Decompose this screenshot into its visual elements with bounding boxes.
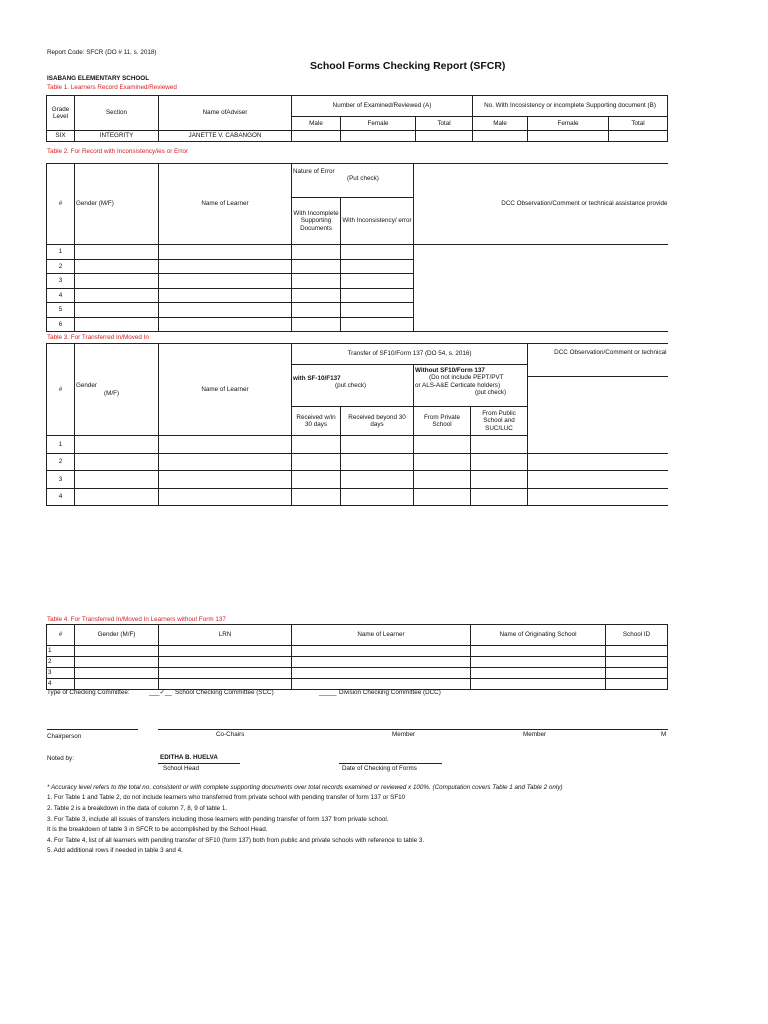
cell[interactable] <box>75 679 159 690</box>
cell[interactable] <box>75 668 159 679</box>
cell[interactable] <box>473 131 528 142</box>
cell[interactable] <box>292 259 341 274</box>
number-header: # <box>47 625 75 646</box>
cell[interactable] <box>606 679 668 690</box>
cell[interactable] <box>471 679 606 690</box>
signature-line <box>158 729 668 730</box>
cell[interactable] <box>292 303 341 318</box>
table2-caption: Table 2. For Record with Inconsistency/ies or Error <box>47 148 189 155</box>
cell[interactable] <box>606 646 668 657</box>
cell[interactable] <box>159 488 292 506</box>
cell[interactable] <box>159 259 292 274</box>
cell[interactable] <box>471 453 528 471</box>
cell[interactable] <box>292 436 341 454</box>
cell[interactable] <box>159 303 292 318</box>
signature-line <box>47 729 138 730</box>
note: 3. For Table 3, include all issues of transfers including those learners with pending transfer of form 137 from private school. <box>47 816 389 823</box>
cell[interactable] <box>75 274 159 289</box>
table-row <box>47 131 668 142</box>
grade-level-header: Grade Level <box>47 96 75 131</box>
dcc-cell[interactable] <box>528 471 668 489</box>
grade-cell[interactable]: SIX <box>47 131 75 142</box>
cell[interactable] <box>75 646 159 657</box>
cell[interactable] <box>341 131 416 142</box>
row-number: 4 <box>47 288 75 303</box>
school-head-name: EDITHA B. HUELVA <box>160 754 218 761</box>
cochairs-label: Co-Chairs <box>216 731 245 738</box>
note: 5. Add additional rows if needed in table 3 and 4. <box>47 847 183 854</box>
table-row <box>47 646 668 657</box>
date-line <box>339 763 442 764</box>
cell[interactable] <box>471 488 528 506</box>
accuracy-note: * Accuracy level refers to the total no. consistent or with complete supporting documents over total records examined or reviewed x 100%. (Computation covers Table 1 and Table 2 only) <box>47 784 563 791</box>
cell[interactable] <box>341 245 414 260</box>
cell[interactable] <box>471 646 606 657</box>
dcc-cell[interactable] <box>528 488 668 506</box>
cell[interactable] <box>159 436 292 454</box>
cell[interactable] <box>75 303 159 318</box>
cell[interactable] <box>75 657 159 668</box>
table-row <box>47 488 668 506</box>
cell[interactable] <box>159 646 292 657</box>
noted-by-label: Noted by: <box>47 755 74 762</box>
learner-header: Name of Learner <box>159 344 292 436</box>
row-number: 3 <box>47 668 75 679</box>
row-number: 5 <box>47 303 75 318</box>
inconsistency-header: No. With Incosistency or incomplete Supporting document (B) <box>473 96 668 117</box>
cell[interactable] <box>341 303 414 318</box>
cell[interactable] <box>292 288 341 303</box>
section-header: Section <box>75 96 159 131</box>
table4-caption: Table 4. For Transferred In/Moved In Learners without Form 137 <box>47 616 226 623</box>
committee-label: Type of Checking Committee: <box>47 689 130 696</box>
cell[interactable] <box>414 488 471 506</box>
number-header: # <box>47 164 75 245</box>
cell[interactable] <box>159 471 292 489</box>
row-number: 4 <box>47 679 75 690</box>
table-row <box>47 679 668 690</box>
dcc-header: DCC Observation/Comment or technical <box>528 344 668 454</box>
male-header: Male <box>473 117 528 131</box>
cell[interactable] <box>159 317 292 332</box>
cell[interactable] <box>292 317 341 332</box>
gender-header: Gender (M/F) <box>75 164 159 245</box>
chairperson-label: Chairperson <box>47 733 82 740</box>
cell[interactable] <box>292 245 341 260</box>
with-sf10-header: with SF-10/F137 (put check) <box>292 365 414 407</box>
cell[interactable] <box>292 646 471 657</box>
cell[interactable] <box>471 471 528 489</box>
cell[interactable] <box>159 274 292 289</box>
cell[interactable] <box>159 288 292 303</box>
report-code: Report Code: SFCR (DO # 11, s. 2018) <box>47 49 157 56</box>
male-header: Male <box>292 117 341 131</box>
dcc-label: Division Checking Committee (DCC) <box>339 689 441 696</box>
row-number: 2 <box>47 657 75 668</box>
cell[interactable] <box>341 288 414 303</box>
adviser-header: Name ofAdviser <box>159 96 292 131</box>
row-number: 2 <box>47 259 75 274</box>
cell[interactable] <box>471 668 606 679</box>
female-header: Female <box>341 117 416 131</box>
cell[interactable] <box>75 259 159 274</box>
cell[interactable] <box>292 488 341 506</box>
cell[interactable] <box>341 436 414 454</box>
dcc-checkbox[interactable]: _____ <box>319 689 337 696</box>
row-number: 3 <box>47 471 75 489</box>
beyond30-header: Received beyond 30 days <box>341 407 414 436</box>
cell[interactable] <box>609 131 668 142</box>
transfer-header: Transfer of SF10/Form 137 (DO 54, s. 2016) <box>292 344 528 365</box>
table1-caption: Table 1. Learners Record Examined/Reviewed <box>47 84 177 91</box>
cell[interactable] <box>471 436 528 454</box>
cell[interactable] <box>416 131 473 142</box>
school-head-title: School Head <box>163 765 200 772</box>
without-sf10-header: Without SF10/Form 137 (Do not include PEPT/PVT or ALS-A&E Certicate holders) (put check) <box>414 365 528 407</box>
cell[interactable] <box>292 453 341 471</box>
learner-header: Name of Learner <box>292 625 471 646</box>
note: 2. Table 2 is a breakdown in the data of column 7, 8, 9 of table 1. <box>47 805 228 812</box>
female-header: Female <box>528 117 609 131</box>
table1 <box>46 95 668 142</box>
cell[interactable] <box>75 436 159 454</box>
cell[interactable] <box>292 471 341 489</box>
cell[interactable] <box>159 668 292 679</box>
nature-header: Nature of Error (Put check) <box>292 164 414 198</box>
cell[interactable] <box>292 131 341 142</box>
origin-header: Name of Originating School <box>471 625 606 646</box>
learner-header: Name of Learner <box>159 164 292 245</box>
school-id-header: School ID <box>606 625 668 646</box>
cell[interactable] <box>159 679 292 690</box>
gender-header: Gender (M/F) <box>75 344 159 436</box>
member-label: Member <box>392 731 416 738</box>
cell[interactable] <box>471 657 606 668</box>
cell[interactable] <box>414 436 471 454</box>
dcc-cell[interactable] <box>414 245 668 332</box>
member-label: M <box>661 731 667 738</box>
cell[interactable] <box>292 657 471 668</box>
note: 4. For Table 4, list of all learners with pending transfer of SF10 (form 137) both from public and private schools with reference to table 3. <box>47 837 425 844</box>
signature-line <box>158 763 240 764</box>
total-header: Total <box>609 117 668 131</box>
scc-checkbox[interactable]: ___✓__ <box>149 689 172 696</box>
date-label: Date of Checking of Forms <box>342 765 417 772</box>
note: 1. For Table 1 and Table 2, do not include learners who transferred from private school with pending transfer of form 137 or SF10 <box>47 794 406 801</box>
note: It is the breakdown of table 3 in SFCR to be accomplished by the School Head. <box>47 826 268 833</box>
row-number: 1 <box>47 436 75 454</box>
cell[interactable] <box>75 453 159 471</box>
public-header: From Public School and SUC/LUC <box>471 407 528 436</box>
cell[interactable] <box>606 657 668 668</box>
member-label: Member <box>523 731 547 738</box>
cell[interactable] <box>75 471 159 489</box>
table2 <box>46 163 668 332</box>
cell[interactable] <box>528 131 609 142</box>
section-cell[interactable]: INTEGRITY <box>75 131 159 142</box>
table-row <box>47 471 668 489</box>
cell[interactable] <box>159 453 292 471</box>
cell[interactable] <box>292 679 471 690</box>
table-row <box>47 668 668 679</box>
cell[interactable] <box>606 668 668 679</box>
cell[interactable] <box>159 657 292 668</box>
page-title: School Forms Checking Report (SFCR) <box>310 60 506 72</box>
cell[interactable] <box>292 668 471 679</box>
cell[interactable] <box>75 488 159 506</box>
number-header: # <box>47 344 75 436</box>
cell[interactable] <box>341 317 414 332</box>
cell[interactable] <box>341 259 414 274</box>
row-number: 3 <box>47 274 75 289</box>
cell[interactable] <box>75 245 159 260</box>
examined-header: Number of Examined/Reviewed (A) <box>292 96 473 117</box>
inconsistency-header: With Inconsistency/ error <box>341 198 414 245</box>
row-number: 6 <box>47 317 75 332</box>
table-row <box>47 657 668 668</box>
gender-header: Gender (M/F) <box>75 625 159 646</box>
row-number: 4 <box>47 488 75 506</box>
dcc-header: DCC Observation/Comment or technical assistance provide <box>414 164 668 245</box>
cell[interactable] <box>414 453 471 471</box>
row-number: 1 <box>47 646 75 657</box>
scc-label: School Checking Committee (SCC) <box>175 689 274 696</box>
lrn-header: LRN <box>159 625 292 646</box>
table-row <box>47 245 668 260</box>
row-number: 2 <box>47 453 75 471</box>
cell[interactable] <box>341 453 414 471</box>
cell[interactable] <box>341 274 414 289</box>
school-name: ISABANG ELEMENTARY SCHOOL <box>47 75 150 82</box>
within30-header: Received w/in 30 days <box>292 407 341 436</box>
cell[interactable] <box>341 488 414 506</box>
private-header: From Private School <box>414 407 471 436</box>
cell[interactable] <box>75 288 159 303</box>
table-row <box>47 453 668 471</box>
table4 <box>46 624 668 690</box>
cell[interactable] <box>341 471 414 489</box>
cell[interactable] <box>414 471 471 489</box>
incomplete-header: With Incomplete Supporting Documents <box>292 198 341 245</box>
row-number: 1 <box>47 245 75 260</box>
dcc-cell[interactable] <box>528 453 668 471</box>
total-header: Total <box>416 117 473 131</box>
cell[interactable] <box>292 274 341 289</box>
table3 <box>46 343 668 506</box>
adviser-cell[interactable]: JANETTE V. CABANGON <box>159 131 292 142</box>
table3-caption: Table 3. For Transferred In/Moved In <box>47 334 149 341</box>
cell[interactable] <box>159 245 292 260</box>
cell[interactable] <box>75 317 159 332</box>
